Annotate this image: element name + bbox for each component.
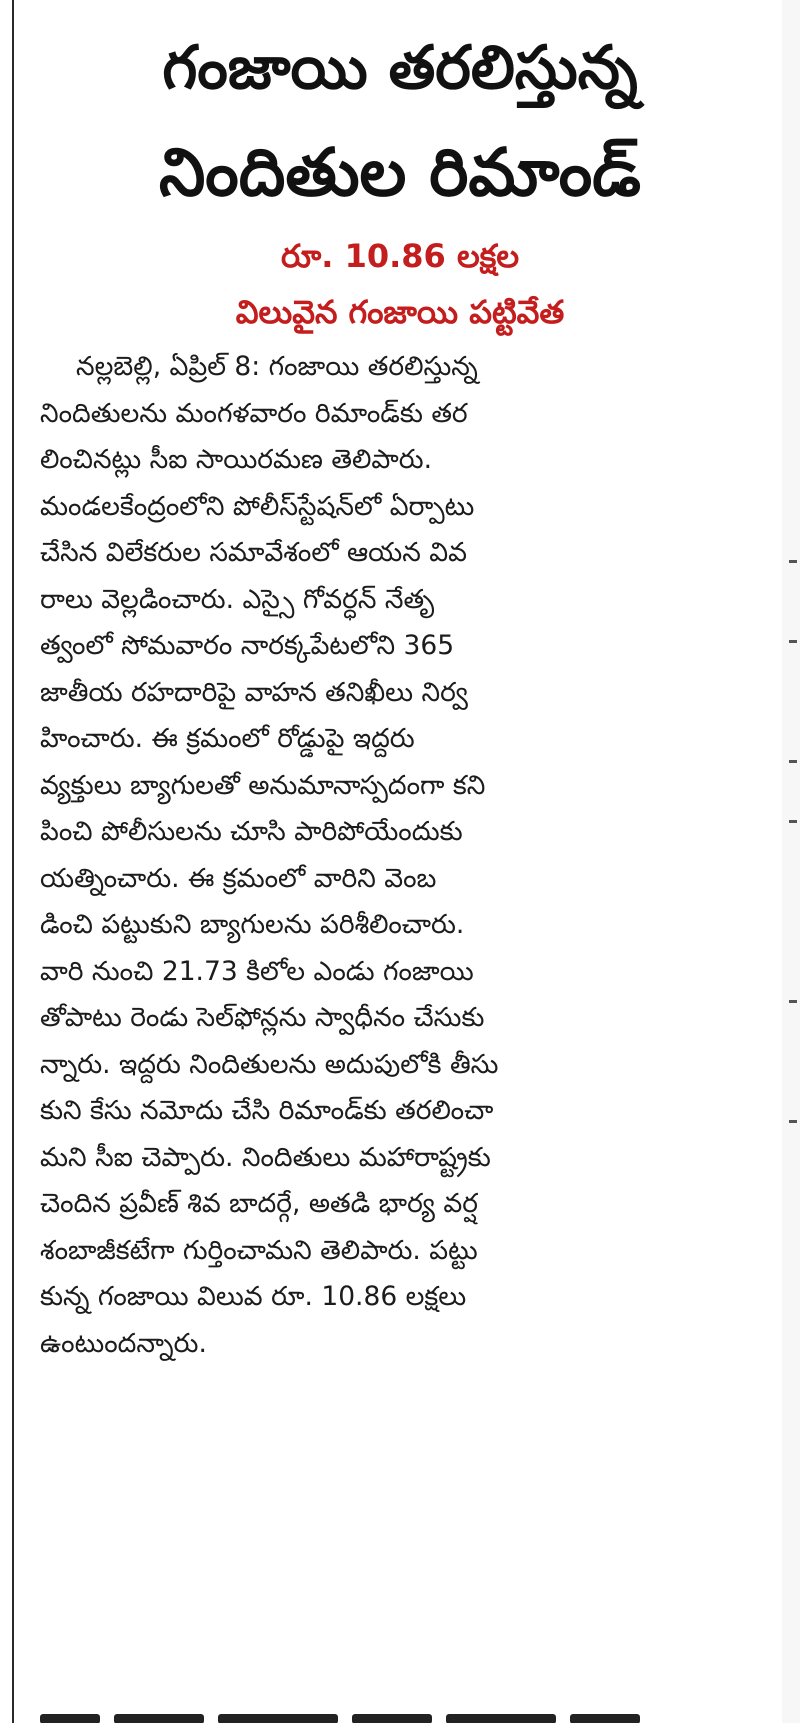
headline-line-2: నిందితుల రిమాండ్ (158, 134, 642, 211)
body-line: వారి నుంచి 21.73 కిలోల ఎండు గంజాయి (40, 955, 474, 987)
body-line: పించి పోలీసులను చూసి పారిపోయేందుకు (40, 816, 463, 847)
body-line: నిందితులను మంగళవారం రిమాండ్‌కు తర (40, 397, 468, 429)
body-line: మని సీఐ చెప్పారు. నిందితులు మహారాష్ట్రకు (40, 1141, 491, 1173)
body-line: ఉంటుందన్నారు. (40, 1327, 207, 1359)
body-line: చెందిన ప్రవీణ్ శివ బాదర్గే, అతడి భార్య వర్ష (40, 1188, 478, 1219)
body-line: కున్న గంజాయి విలువ రూ. 10.86 లక్షలు (40, 1281, 467, 1312)
subheadline-line-2: విలువైన గంజాయి పట్టివేత (235, 293, 565, 331)
body-line: యత్నించారు. ఈ క్రమంలో వారిని వెంబ (40, 862, 437, 894)
news-article (40, 18, 760, 1367)
subheadline-line-1: రూ. 10.86 లక్షల (280, 237, 520, 275)
body-line: తోపాటు రెండు సెల్‌ఫోన్లను స్వాధీనం చేసుకు (40, 1002, 485, 1033)
body-line: లించినట్లు సీఐ సాయిరమణ తెలిపారు. (40, 444, 433, 475)
headline-line-1: గంజాయి తరలిస్తున్న (162, 33, 638, 103)
body-line: చేసిన విలేకరుల సమావేశంలో ఆయన వివ (40, 537, 467, 568)
next-article-cutoff (40, 1700, 740, 1723)
body-line: హించారు. ఈ క్రమంలో రోడ్డుపై ఇద్దరు (40, 723, 415, 754)
body-line: డించి పట్టుకుని బ్యాగులను పరిశీలించారు. (40, 909, 465, 940)
body-line: న్నారు. ఇద్దరు నిందితులను అదుపులోకి తీసు (40, 1048, 499, 1080)
headline (40, 18, 760, 228)
body-line: కుని కేసు నమోదు చేసి రిమాండ్‌కు తరలించా (40, 1095, 494, 1126)
body-line: రాలు వెల్లడించారు. ఎస్సై గోవర్ధన్ నేతృ (40, 583, 435, 615)
body-line: మండలకేంద్రంలోని పోలీస్‌స్టేషన్‌లో ఏర్పాటు (40, 490, 475, 522)
body-line: వ్యక్తులు బ్యాగులతో అనుమానాస్పదంగా కని (40, 769, 486, 801)
adjacent-column-fragment (782, 0, 800, 1723)
body-line: శంబాజీకటేగా గుర్తించామని తెలిపారు. పట్టు (40, 1234, 478, 1266)
subheadline (40, 228, 760, 340)
column-divider (12, 0, 14, 1723)
body-line: త్వంలో సోమవారం నారక్కపేటలోని 365 (40, 630, 455, 661)
body-line: నల్లబెల్లి, ఏప్రిల్ 8: గంజాయి తరలిస్తున్న (76, 351, 478, 382)
body-line: జాతీయ రహదారిపై వాహన తనిఖీలు నిర్వ (40, 676, 468, 708)
article-body (40, 344, 760, 1367)
